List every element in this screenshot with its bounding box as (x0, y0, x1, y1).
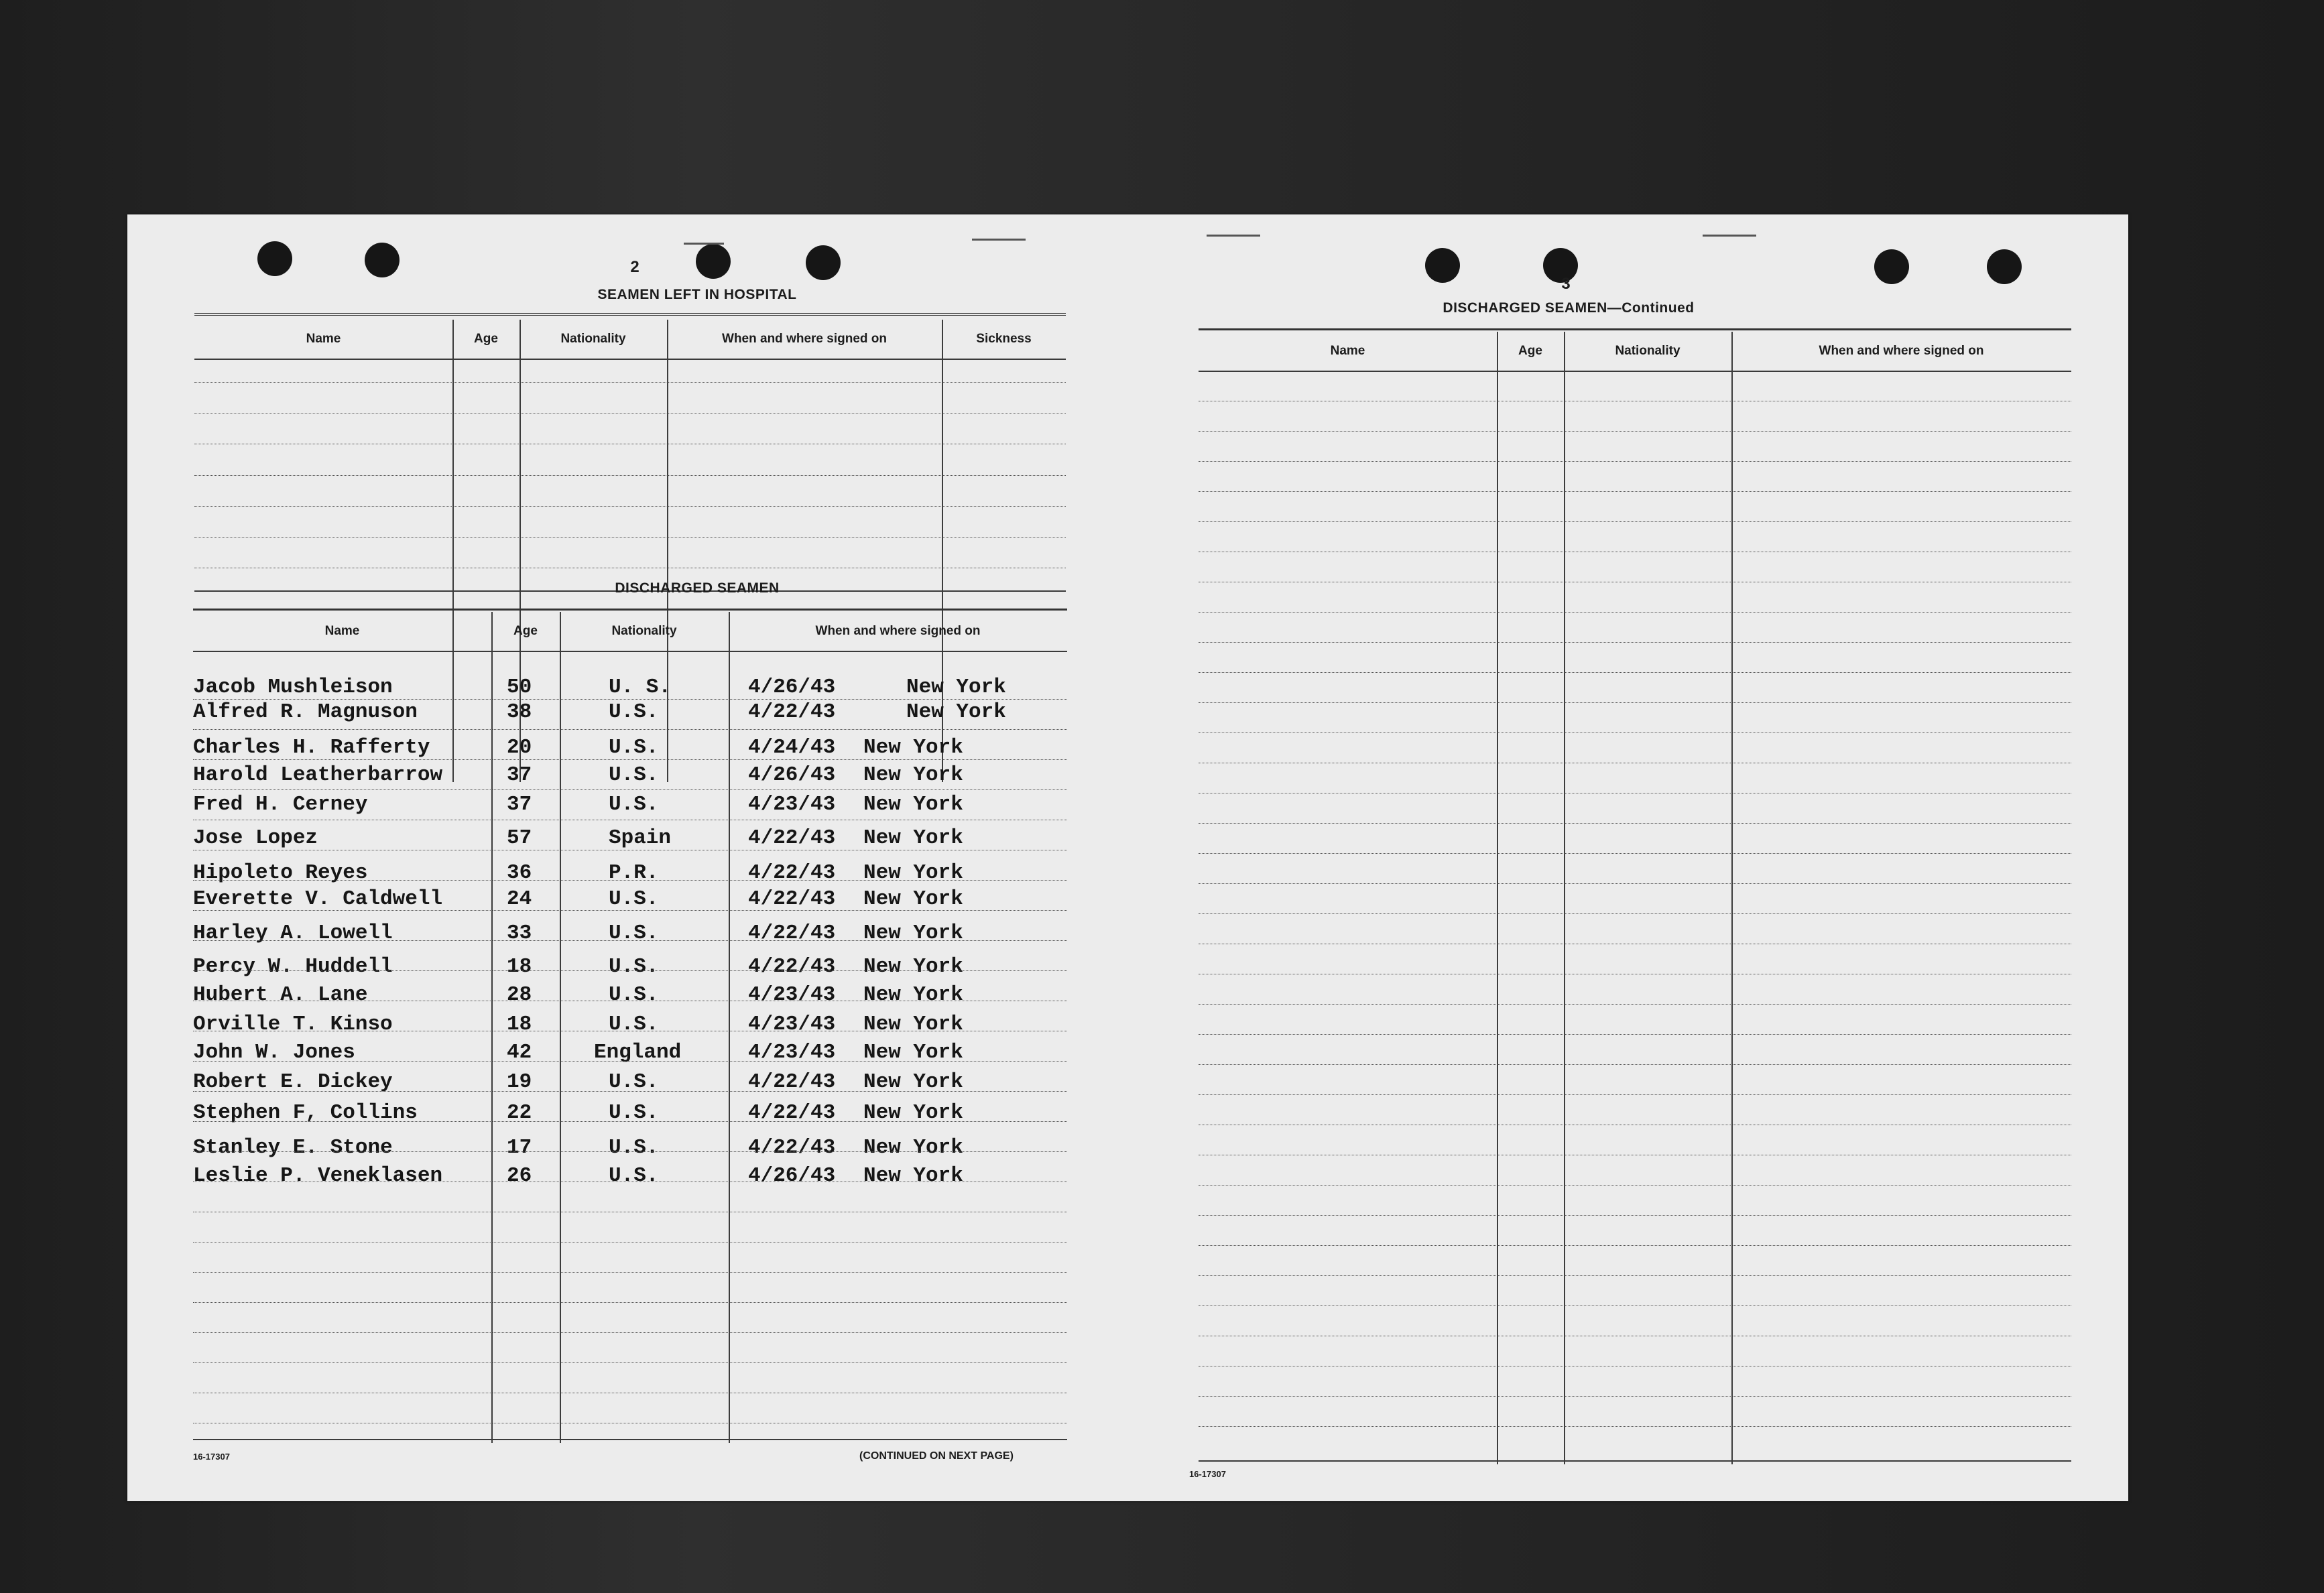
seaman-nationality: U. S. (609, 676, 672, 699)
signed-on-place: New York (863, 763, 963, 787)
row-line (193, 759, 1067, 760)
seaman-name: Robert E. Dickey (193, 1070, 393, 1094)
seaman-age: 20 (507, 736, 532, 759)
signed-on-date: 4/23/43 (748, 793, 836, 816)
seaman-age: 33 (507, 921, 532, 945)
row-line (1199, 461, 2071, 462)
row-line (194, 506, 1066, 507)
discharged-continued-table (1199, 332, 2071, 1464)
row-line (194, 359, 1066, 360)
seaman-nationality: Spain (609, 826, 672, 850)
row-line (1199, 491, 2071, 492)
row-line (1199, 883, 2071, 884)
column-header-age: Age (474, 332, 498, 346)
seaman-name: Harold Leatherbarrow (193, 763, 443, 787)
seaman-nationality: U.S. (609, 887, 659, 911)
row-line (193, 1121, 1067, 1122)
row-line (193, 880, 1067, 881)
page-number: 2 (630, 258, 639, 276)
discharged-table (193, 612, 1067, 1443)
column-divider (1731, 332, 1733, 1464)
row-line (1199, 1396, 2071, 1397)
row-line (1199, 642, 2071, 643)
right-section-title: DISCHARGED SEAMEN—Continued (1443, 300, 1695, 316)
seaman-name: Hubert A. Lane (193, 983, 368, 1007)
form-code: 16-17307 (1189, 1469, 1226, 1479)
row-line (1199, 1185, 2071, 1186)
row-line (194, 537, 1066, 538)
signed-on-date: 4/22/43 (748, 826, 836, 850)
column-header-nationality: Nationality (611, 624, 677, 638)
signed-on-date: 4/22/43 (748, 921, 836, 945)
column-header-name: Name (1330, 344, 1365, 358)
row-line (193, 1332, 1067, 1333)
signed-on-date: 4/23/43 (748, 1013, 836, 1036)
punch-hole (806, 245, 841, 280)
seaman-age: 36 (507, 861, 532, 885)
seaman-name: Alfred R. Magnuson (193, 700, 418, 724)
punch-hole (696, 244, 731, 279)
signed-on-date: 4/26/43 (748, 1164, 836, 1188)
signed-on-date: 4/22/43 (748, 1070, 836, 1094)
column-header-nationality: Nationality (560, 332, 626, 346)
signed-on-date: 4/22/43 (748, 700, 836, 724)
signed-on-date: 4/23/43 (748, 983, 836, 1007)
scan-mark (972, 239, 1026, 241)
discharged-section-title: DISCHARGED SEAMEN (615, 580, 780, 596)
row-line (1199, 1064, 2071, 1065)
seaman-nationality: P.R. (609, 861, 659, 885)
form-code: 16-17307 (193, 1452, 230, 1462)
row-line (193, 699, 1067, 700)
seaman-name: Stephen F, Collins (193, 1101, 418, 1125)
signed-on-date: 4/26/43 (748, 676, 836, 699)
row-line (193, 1091, 1067, 1092)
row-line (1199, 672, 2071, 673)
seaman-nationality: U.S. (609, 700, 659, 724)
seaman-age: 37 (507, 763, 532, 787)
seaman-name: John W. Jones (193, 1041, 355, 1064)
seaman-nationality: U.S. (609, 736, 659, 759)
seaman-name: Stanley E. Stone (193, 1136, 393, 1159)
document-sheet (127, 214, 2128, 1501)
row-line (1199, 1004, 2071, 1005)
row-line (193, 789, 1067, 790)
section-rule (194, 313, 1066, 316)
column-header-age: Age (513, 624, 538, 638)
column-divider (1497, 332, 1498, 1464)
column-divider (560, 612, 561, 1443)
seaman-nationality: U.S. (609, 921, 659, 945)
seaman-age: 26 (507, 1164, 532, 1188)
row-line (193, 910, 1067, 911)
row-line (193, 1272, 1067, 1273)
column-header-nationality: Nationality (1615, 344, 1680, 358)
seaman-age: 50 (507, 676, 532, 699)
seaman-name: Harley A. Lowell (193, 921, 393, 945)
column-header-sickness: Sickness (976, 332, 1032, 346)
signed-on-place: New York (863, 955, 963, 978)
signed-on-place: New York (863, 826, 963, 850)
seaman-nationality: England (594, 1041, 682, 1064)
signed-on-place: New York (863, 983, 963, 1007)
section-rule (193, 609, 1067, 611)
row-line (194, 475, 1066, 476)
row-line (193, 1151, 1067, 1152)
signed-on-place: New York (863, 1164, 963, 1188)
row-line (1199, 371, 2071, 372)
seaman-name: Fred H. Cerney (193, 793, 368, 816)
seaman-age: 42 (507, 1041, 532, 1064)
signed-on-place: New York (863, 793, 963, 816)
row-line (1199, 1275, 2071, 1276)
row-line (1199, 1034, 2071, 1035)
signed-on-place: New York (863, 1041, 963, 1064)
seaman-nationality: U.S. (609, 1013, 659, 1036)
row-line (1199, 853, 2071, 854)
row-line (194, 413, 1066, 414)
row-line (1199, 1245, 2071, 1246)
signed-on-date: 4/24/43 (748, 736, 836, 759)
column-header-signed-on: When and where signed on (1819, 344, 1984, 358)
punch-hole (1874, 249, 1909, 284)
row-line (193, 940, 1067, 941)
seaman-nationality: U.S. (609, 955, 659, 978)
seaman-name: Leslie P. Veneklasen (193, 1164, 443, 1188)
row-line (193, 1302, 1067, 1303)
row-line (1199, 913, 2071, 914)
row-line (1199, 1305, 2071, 1306)
punch-hole (365, 243, 400, 277)
scan-mark (1703, 235, 1756, 237)
column-header-signed-on: When and where signed on (722, 332, 887, 346)
row-line (1199, 1426, 2071, 1427)
seaman-age: 37 (507, 793, 532, 816)
signed-on-place: New York (863, 887, 963, 911)
column-divider (1564, 332, 1565, 1464)
row-line (193, 651, 1067, 652)
seaman-age: 28 (507, 983, 532, 1007)
row-line (1199, 1215, 2071, 1216)
seaman-nationality: U.S. (609, 763, 659, 787)
right-page (1133, 214, 2128, 1501)
column-header-age: Age (1518, 344, 1542, 358)
scan-mark (684, 243, 724, 245)
signed-on-place: New York (863, 736, 963, 759)
punch-hole (257, 241, 292, 276)
column-divider (729, 612, 730, 1443)
page-number: 3 (1561, 275, 1571, 293)
punch-hole (1987, 249, 2022, 284)
seaman-name: Hipoleto Reyes (193, 861, 368, 885)
seaman-name: Charles H. Rafferty (193, 736, 430, 759)
seaman-age: 24 (507, 887, 532, 911)
signed-on-date: 4/23/43 (748, 1041, 836, 1064)
row-line (1199, 702, 2071, 703)
seaman-nationality: U.S. (609, 793, 659, 816)
seaman-nationality: U.S. (609, 1136, 659, 1159)
seaman-age: 38 (507, 700, 532, 724)
signed-on-place: New York (863, 861, 963, 885)
row-line (1199, 732, 2071, 733)
signed-on-date: 4/26/43 (748, 763, 836, 787)
signed-on-date: 4/22/43 (748, 1136, 836, 1159)
signed-on-date: 4/22/43 (748, 1101, 836, 1125)
punch-hole (1425, 248, 1460, 283)
column-header-name: Name (306, 332, 341, 346)
seaman-name: Jacob Mushleison (193, 676, 393, 699)
row-line (1199, 823, 2071, 824)
seaman-name: Jose Lopez (193, 826, 318, 850)
signed-on-place: New York (863, 1101, 963, 1125)
signed-on-place: New York (906, 700, 1006, 724)
row-line (194, 382, 1066, 383)
row-line (193, 729, 1067, 730)
seaman-age: 22 (507, 1101, 532, 1125)
seaman-nationality: U.S. (609, 983, 659, 1007)
column-header-signed-on: When and where signed on (815, 624, 981, 638)
row-line (193, 1362, 1067, 1363)
signed-on-place: New York (863, 1136, 963, 1159)
seaman-name: Orville T. Kinso (193, 1013, 393, 1036)
scan-mark (1207, 235, 1260, 237)
signed-on-place: New York (906, 676, 1006, 699)
seaman-name: Percy W. Huddell (193, 955, 393, 978)
hospital-section-title: SEAMEN LEFT IN HOSPITAL (597, 287, 797, 302)
signed-on-date: 4/22/43 (748, 887, 836, 911)
left-page (127, 214, 1133, 1501)
section-rule (1199, 328, 2071, 330)
row-line (1199, 521, 2071, 522)
row-line (1199, 1460, 2071, 1462)
seaman-age: 18 (507, 955, 532, 978)
column-divider (491, 612, 493, 1443)
row-line (193, 1439, 1067, 1440)
signed-on-place: New York (863, 1070, 963, 1094)
row-line (193, 970, 1067, 971)
seaman-age: 57 (507, 826, 532, 850)
row-line (1199, 612, 2071, 613)
seaman-nationality: U.S. (609, 1070, 659, 1094)
seaman-age: 17 (507, 1136, 532, 1159)
continued-note: (CONTINUED ON NEXT PAGE) (859, 1450, 1014, 1462)
seaman-nationality: U.S. (609, 1164, 659, 1188)
column-header-name: Name (324, 624, 360, 638)
seaman-nationality: U.S. (609, 1101, 659, 1125)
signed-on-place: New York (863, 921, 963, 945)
row-line (1199, 1094, 2071, 1095)
seaman-name: Everette V. Caldwell (193, 887, 443, 911)
seaman-age: 18 (507, 1013, 532, 1036)
row-line (193, 1061, 1067, 1062)
signed-on-place: New York (863, 1013, 963, 1036)
row-line (1199, 431, 2071, 432)
signed-on-date: 4/22/43 (748, 955, 836, 978)
seaman-age: 19 (507, 1070, 532, 1094)
signed-on-date: 4/22/43 (748, 861, 836, 885)
